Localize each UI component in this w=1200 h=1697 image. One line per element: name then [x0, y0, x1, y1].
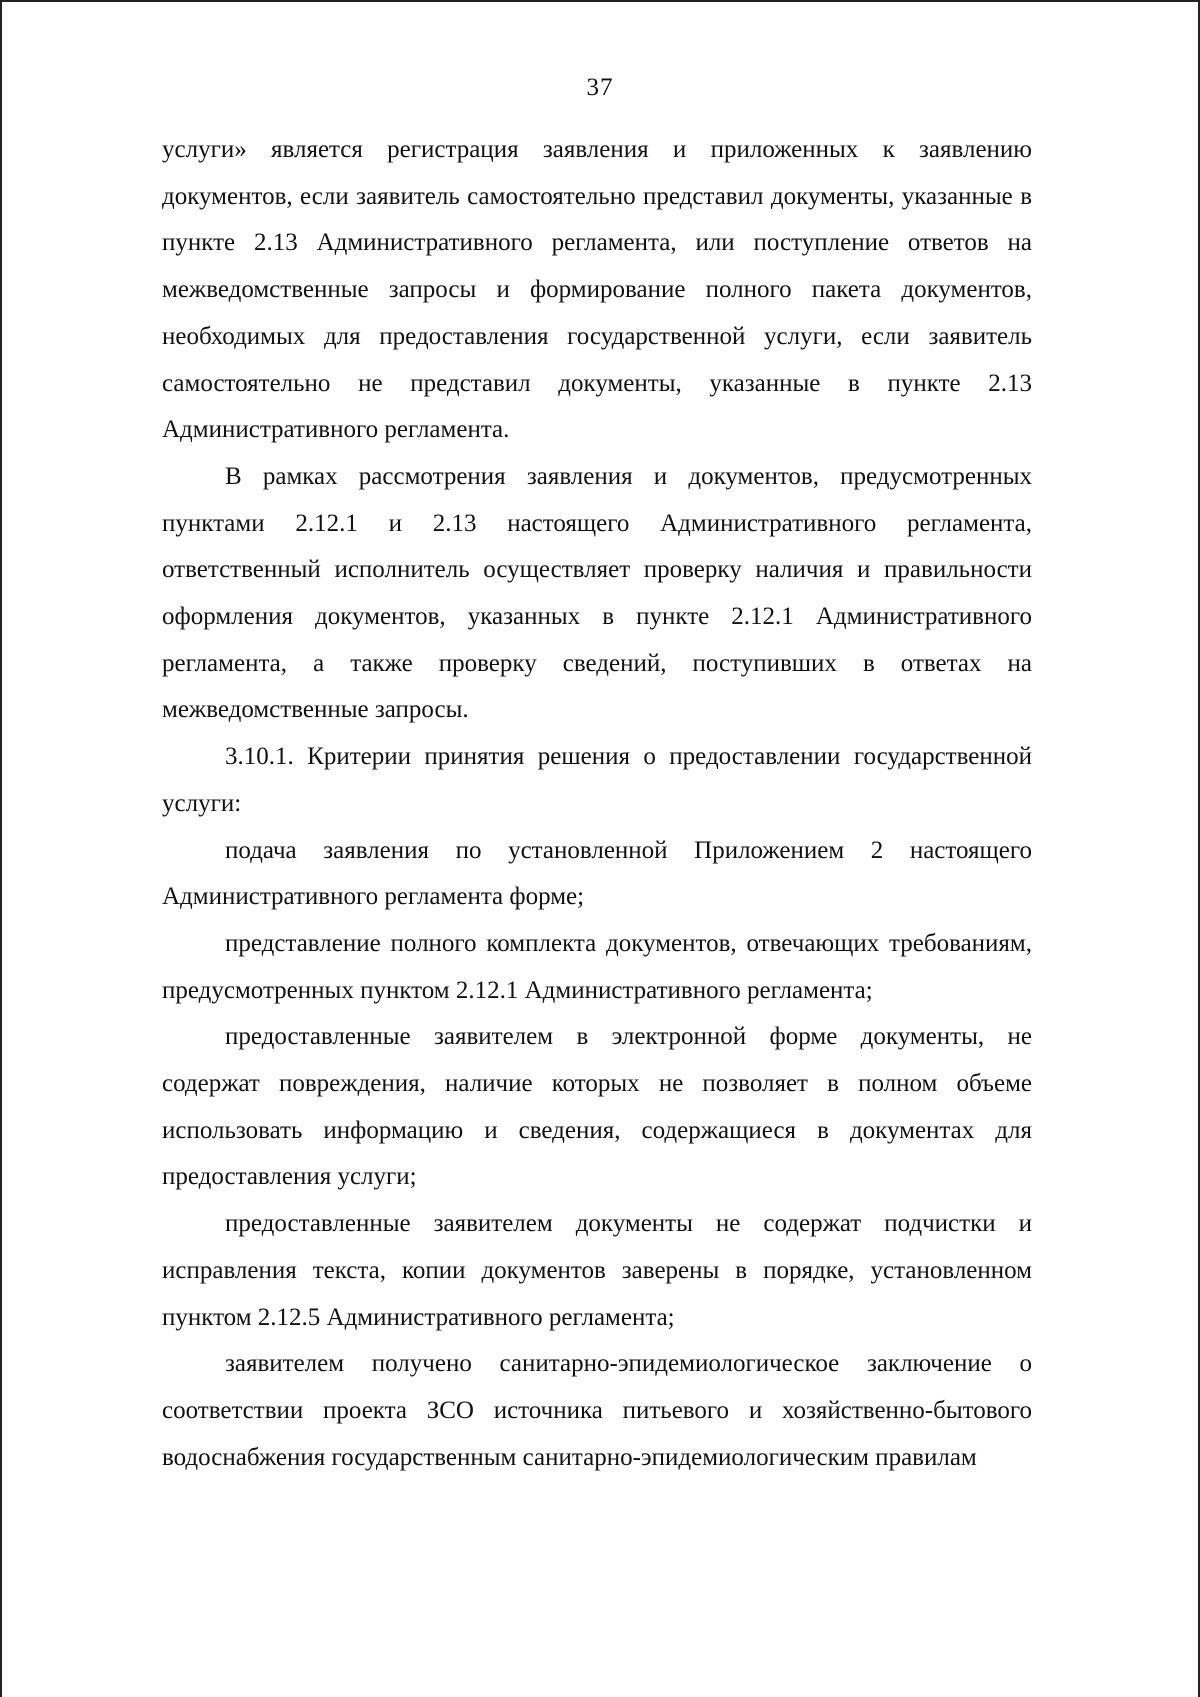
paragraph-review-scope: В рамках рассмотрения заявления и документов, предусмотренных пунктами 2.12.1 и 2.13 настоящего Административного регламента, ответственный исполнитель осуществляет проверку наличия и правильности оформления документов, указанных в пункте 2.12.1 Административного регламента, а также проверку сведений, поступивших в ответах на межведомственные запросы. — [162, 462, 1032, 724]
paragraph-criteria-heading: 3.10.1. Критерии принятия решения о предоставлении государственной услуги: — [162, 743, 1032, 817]
paragraph-criterion-no-corrections: предоставленные заявителем документы не содержат подчистки и исправления текста, копии документов заверены в порядке, установленном пунктом 2.12.5 Административного регламента; — [162, 1210, 1032, 1331]
paragraph-criterion-electronic-docs: предоставленные заявителем в электронной форме документы, не содержат повреждения, наличие которых не позволяет в полном объеме использовать информацию и сведения, содержащиеся в документах для предоставления услуги; — [162, 1023, 1032, 1191]
paragraph-criterion-application-form: подача заявления по установленной Приложением 2 настоящего Административного регламента форме; — [162, 836, 1032, 911]
paragraph-criterion-full-set: представление полного комплекта документов, отвечающих требованиям, предусмотренных пунктом 2.12.1 Административного регламента; — [162, 929, 1032, 1004]
paragraph-continuation: услуги» является регистрация заявления и приложенных к заявлению документов, если заявитель самостоятельно представил документы, указанные в пункте 2.13 Административного регламента, или поступление ответов на межведомственные запросы и формирование полного пакета документов, необходимых для предоставления государственной услуги, если заявитель самостоятельно не представил документы, указанные в пункте 2.13 Административного регламента. — [162, 136, 1032, 444]
document-body — [162, 127, 1032, 1481]
page-number: 37 — [586, 74, 614, 101]
paragraph-criterion-sanitary-conclusion: заявителем получено санитарно-эпидемиологическое заключение о соответствии проекта ЗСО источника питьевого и хозяйственно-бытового водоснабжения государственным санитарно-эпидемиологическим правилам — [162, 1350, 1032, 1471]
